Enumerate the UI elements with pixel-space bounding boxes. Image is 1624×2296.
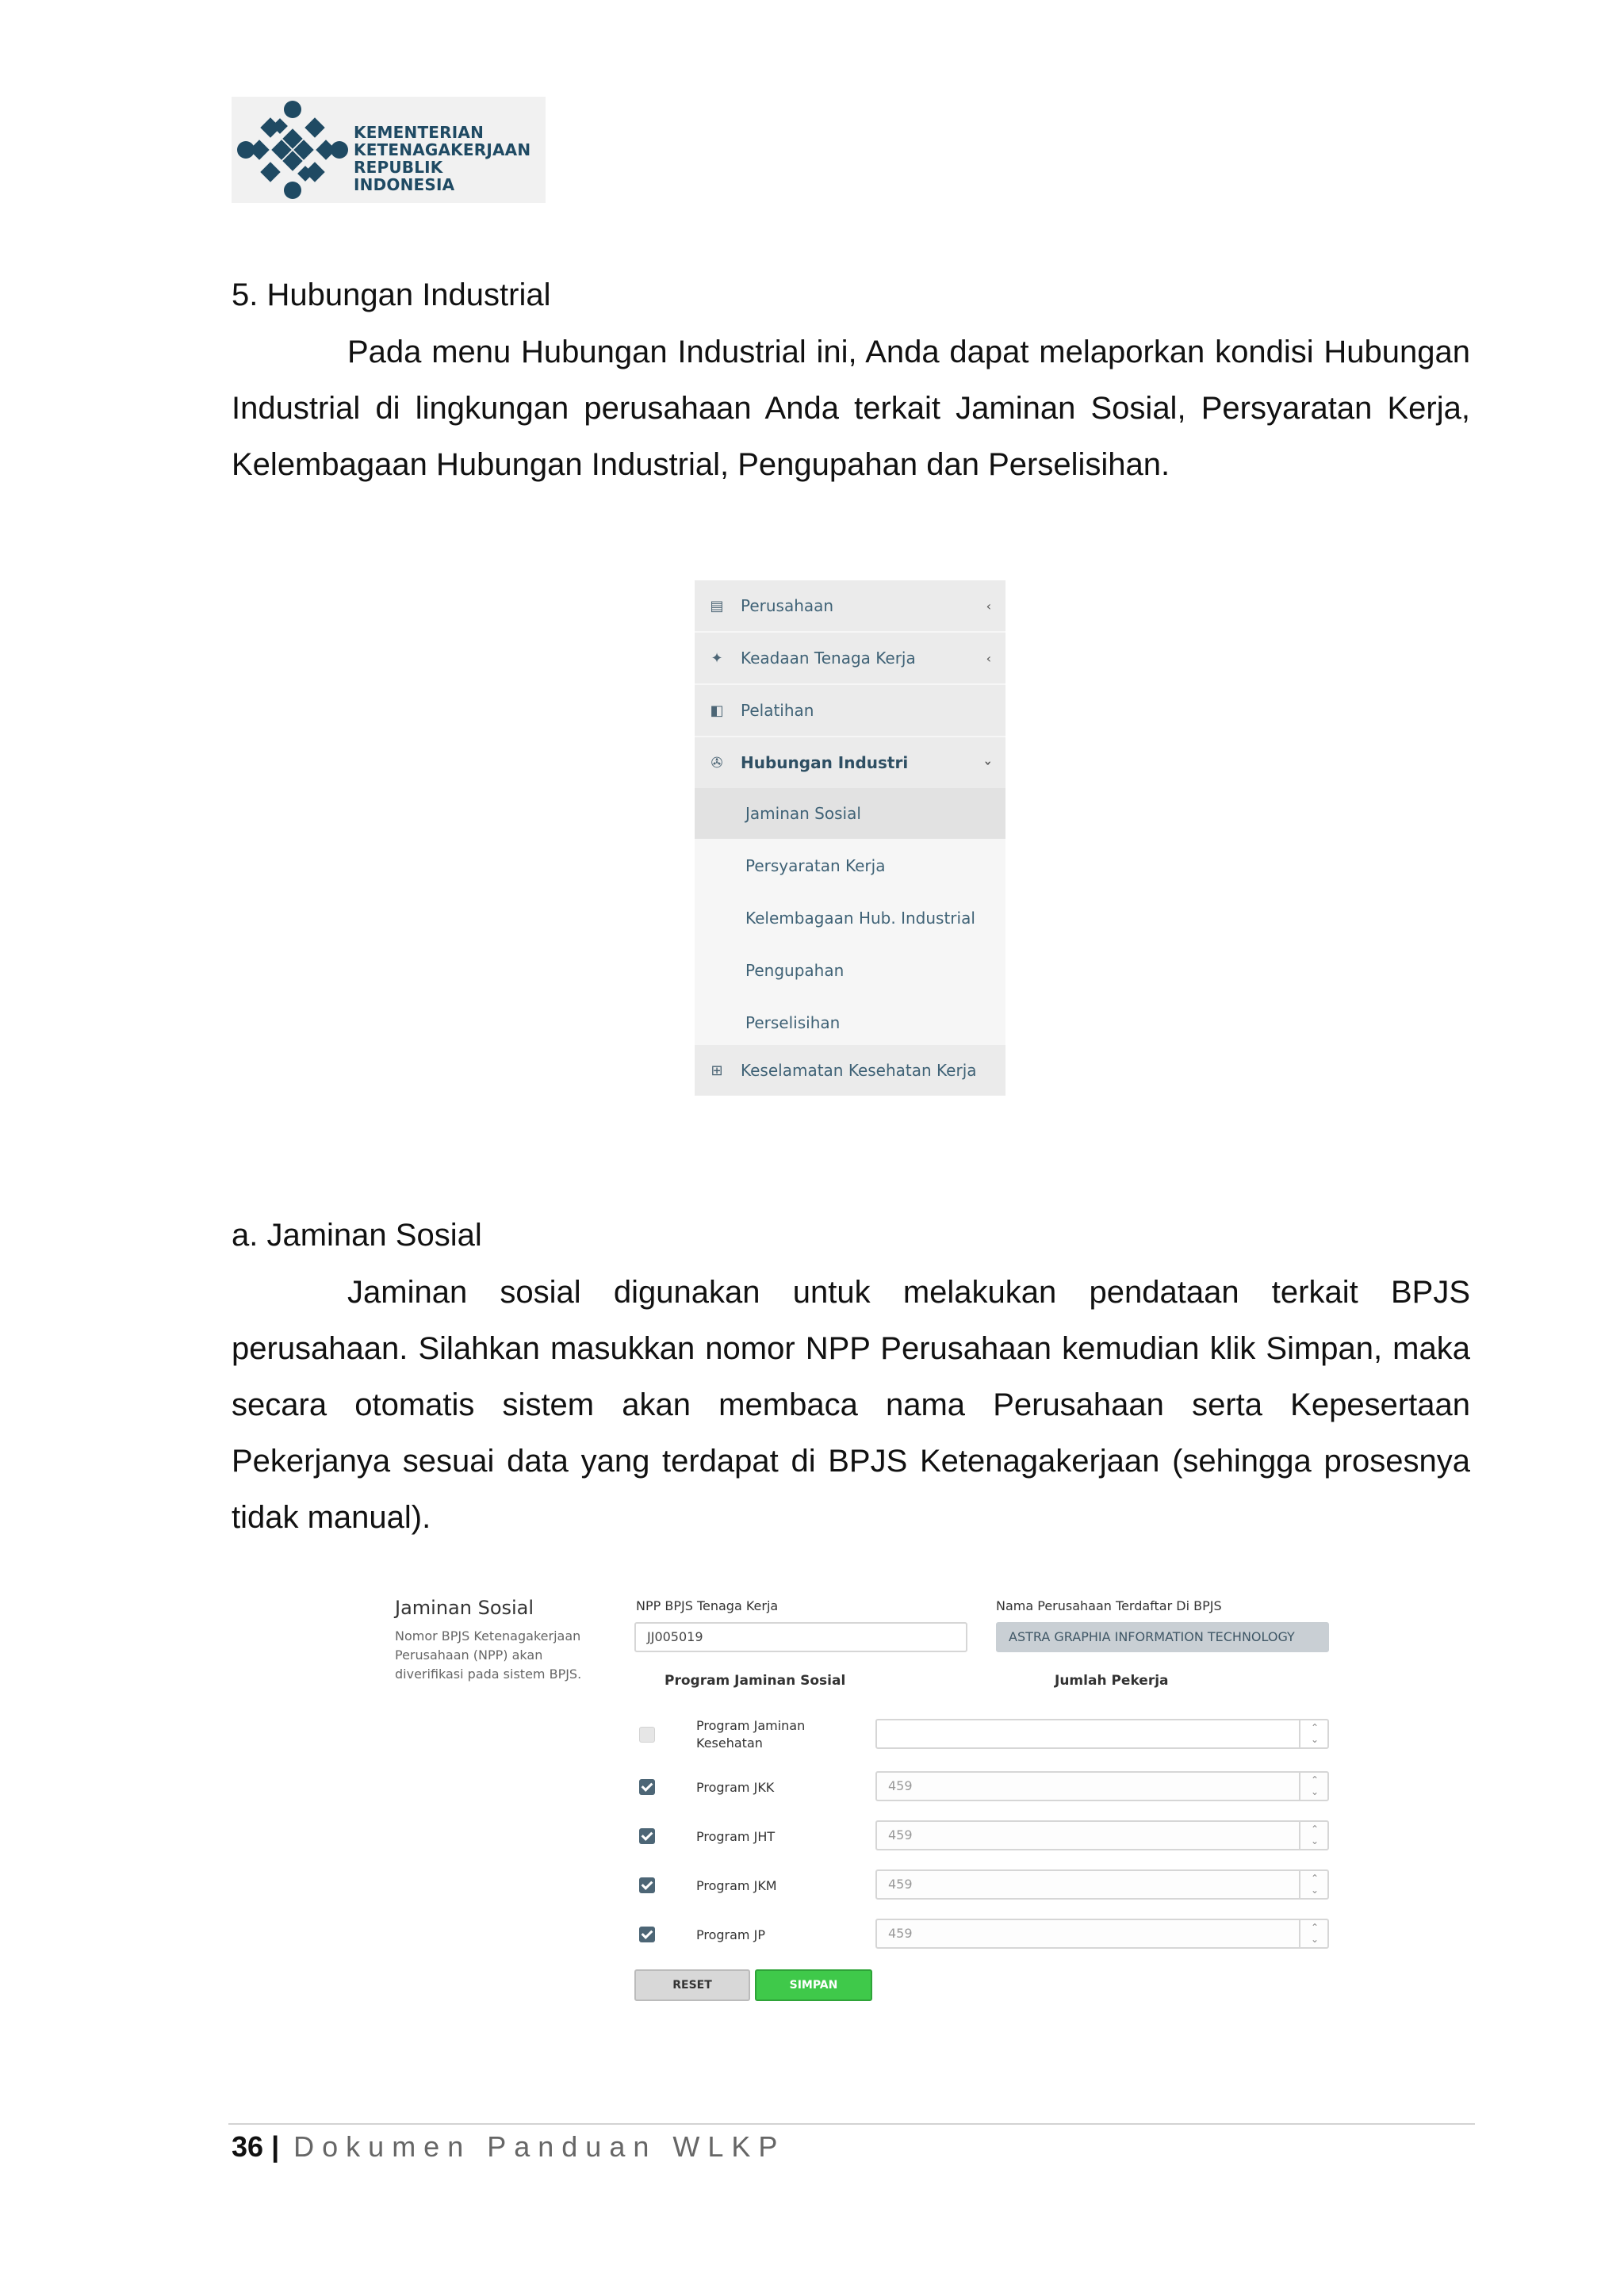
form-title: Jaminan Sosial [395,1597,534,1619]
ministry-emblem-icon [235,98,350,201]
footer-divider [228,2123,1475,2125]
sidebar-subitem-perselisihan[interactable]: Perselisihan [745,1013,841,1032]
stepper-icon[interactable]: ⌃ ⌄ [1299,1773,1329,1800]
reset-button[interactable]: RESET [634,1969,750,2001]
section-a-paragraph: Jaminan sosial digunakan untuk melakukan pendataan terkait BPJS perusahaan. Silahkan masukkan nomor NPP Perusahaan kemudian klik Simpan, maka secara otomatis sistem akan membaca nama Perusahaan serta Kepesertaan Pekerjanya sesuai data yang terdapat di BPJS Ketenagakerjaan (sehingga prosesnya tidak manual). [232,1275,1470,1535]
workers-input-jkk[interactable]: 459 [875,1771,1329,1801]
workers-column-header: Jumlah Pekerja [1055,1673,1169,1689]
section-a-heading: a. Jaminan Sosial [232,1218,482,1253]
checkbox-jp[interactable] [639,1927,655,1942]
sidebar-item-pelatihan[interactable]: ◧ Pelatihan [695,685,1005,736]
stepper-icon[interactable]: ⌃ ⌄ [1299,1720,1329,1747]
logo-line-2: KETENAGAKERJAAN [354,140,531,159]
sidebar-subitem-jaminan-sosial[interactable]: Jaminan Sosial [695,788,1005,839]
stepper-icon[interactable]: ⌃ ⌄ [1299,1822,1329,1849]
jaminan-sosial-form-screenshot [387,1582,1339,2011]
footer-separator: | [271,2130,280,2163]
company-name-field: ASTRA GRAPHIA INFORMATION TECHNOLOGY [996,1622,1329,1652]
sidebar-subitem-kelembagaan[interactable]: Kelembagaan Hub. Industrial [745,909,975,928]
chevron-left-icon: ‹ [986,650,991,666]
section-5-paragraph: Pada menu Hubungan Industrial ini, Anda dapat melaporkan kondisi Hubungan Industrial di lingkungan perusahaan Anda terkait Jaminan Sosial, Persyaratan Kerja, Kelembagaan Hubungan Industrial, Pengupahan dan Perselisihan. [232,335,1470,482]
program-column-header: Program Jaminan Sosial [665,1673,846,1689]
sidebar-item-k3[interactable]: ⊞ Keselamatan Kesehatan Kerja [695,1045,1005,1096]
sidebar-item-keadaan-tenaga-kerja[interactable]: ✦ Keadaan Tenaga Kerja ‹ [695,633,1005,683]
program-label-jkk: Program JKK [696,1780,775,1795]
sidebar-item-perusahaan[interactable]: ▤ Perusahaan ‹ [695,580,1005,631]
sidebar-subitem-pengupahan[interactable]: Pengupahan [745,961,845,980]
sidebar-item-hubungan-industri[interactable]: ✇ Hubungan Industri › [695,737,1005,788]
workers-input-jht[interactable]: 459 [875,1820,1329,1850]
checkbox-jkk[interactable] [639,1779,655,1795]
program-label-jp: Program JP [696,1927,765,1942]
program-label-jht: Program JHT [696,1829,776,1844]
workers-input-jkm[interactable]: 459 [875,1869,1329,1900]
workers-input-jaminan-kesehatan[interactable] [875,1719,1329,1749]
person-walking-icon: ✦ [710,649,723,667]
plus-square-icon: ⊞ [710,1062,723,1079]
page-footer [232,2130,785,2164]
building-icon: ▤ [710,597,724,614]
npp-label: NPP BPJS Tenaga Kerja [636,1598,779,1613]
chevron-down-icon: › [981,760,997,766]
checkbox-jht[interactable] [639,1828,655,1844]
company-name-label: Nama Perusahaan Terdaftar Di BPJS [996,1598,1222,1613]
stepper-icon[interactable]: ⌃ ⌄ [1299,1871,1329,1898]
sidebar-subitem-persyaratan-kerja[interactable]: Persyaratan Kerja [745,856,886,875]
ministry-name [354,124,546,193]
logo-line-3: REPUBLIK INDONESIA [354,158,455,194]
form-description: Nomor BPJS Ketenagakerjaan Perusahaan (NPP) akan diverifikasi pada sistem BPJS. [395,1628,582,1682]
ministry-logo [232,97,546,203]
chevron-left-icon: ‹ [986,598,991,614]
page-number: 36 [232,2130,264,2163]
workers-input-jp[interactable]: 459 [875,1919,1329,1949]
globe-icon: ✇ [710,754,723,771]
sidebar-menu-screenshot [695,580,1005,1096]
program-label-jkm: Program JKM [696,1878,777,1893]
square-icon: ◧ [710,702,724,719]
checkbox-jkm[interactable] [639,1877,655,1893]
section-5-heading: 5. Hubungan Industrial [232,277,551,312]
document-title: Dokumen Panduan WLKP [293,2130,786,2163]
stepper-icon[interactable]: ⌃ ⌄ [1299,1920,1329,1947]
program-label-jaminan-kesehatan: Program Jaminan Kesehatan [696,1718,806,1751]
logo-line-1: KEMENTERIAN [354,123,485,142]
simpan-button[interactable]: SIMPAN [755,1969,872,2001]
checkbox-jaminan-kesehatan[interactable] [639,1727,655,1743]
npp-input[interactable]: JJ005019 [634,1622,967,1652]
